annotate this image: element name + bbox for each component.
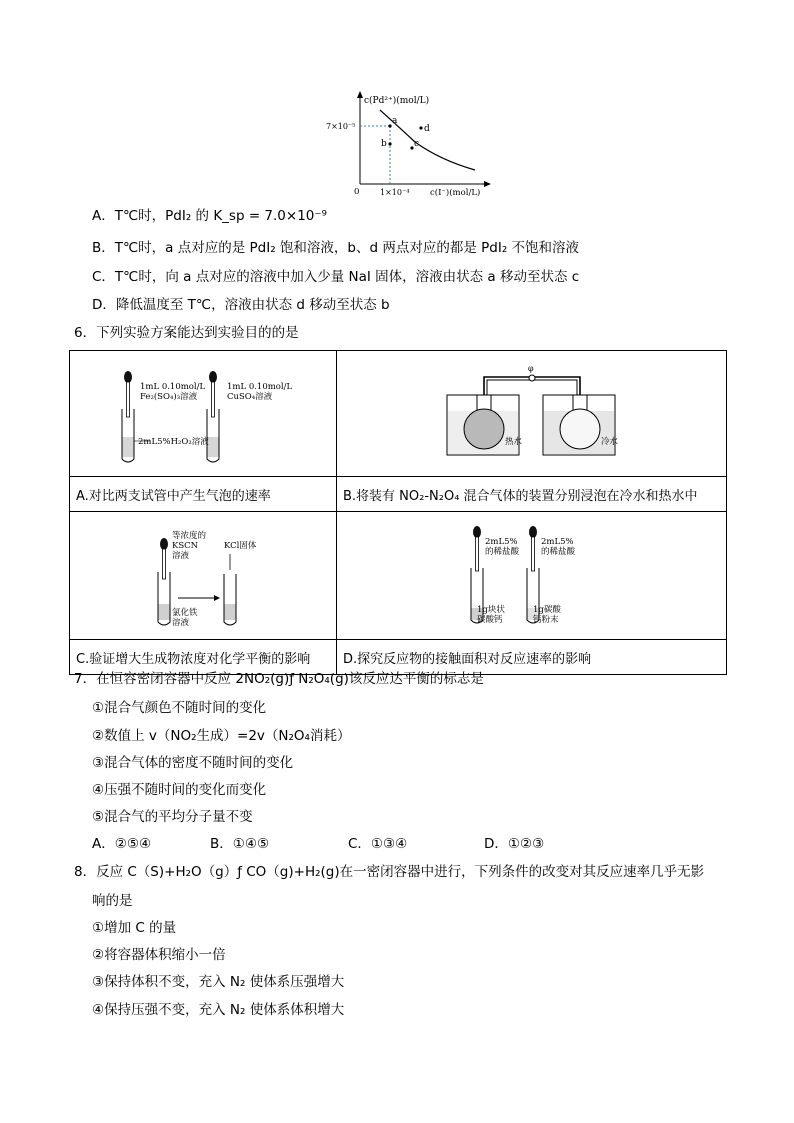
- q5-option-a: A．T℃时，PdI₂ 的 K_sp = 7.0×10⁻⁹: [92, 208, 327, 224]
- svg-text:溶液: 溶液: [172, 551, 190, 561]
- hcl-caco3-diagram: [337, 512, 726, 635]
- svg-text:的稀盐酸: 的稀盐酸: [485, 547, 520, 557]
- experiment-a-caption: A.对比两支试管中产生气泡的速率: [70, 477, 337, 512]
- x-axis-label: c(I⁻)(mol/L): [430, 188, 481, 198]
- experiment-c-figure: [70, 512, 337, 640]
- svg-text:1mL 0.10mol/L: 1mL 0.10mol/L: [227, 382, 293, 392]
- origin-label: 0: [354, 187, 360, 197]
- svg-text:Fe₂(SO₄)₃溶液: Fe₂(SO₄)₃溶液: [140, 392, 198, 402]
- q8-item: ②将容器体积缩小一倍: [92, 947, 226, 963]
- solubility-graph: [320, 88, 500, 198]
- q7-item: ①混合气颜色不随时间的变化: [92, 700, 267, 716]
- q7-option-a: A．②⑤④: [92, 836, 152, 852]
- svg-text:1g块状: 1g块状: [477, 605, 505, 615]
- q8-stem-line2: 响的是: [92, 893, 133, 909]
- svg-text:2mL5%: 2mL5%: [541, 537, 574, 547]
- experiment-d-figure: [337, 512, 727, 640]
- svg-text:KCl固体: KCl固体: [224, 541, 257, 551]
- svg-text:2mL5%H₂O₂溶液: 2mL5%H₂O₂溶液: [138, 437, 209, 447]
- experiment-table: [69, 350, 727, 675]
- q5-option-b: B．T℃时，a 点对应的是 PdI₂ 饱和溶液，b、d 两点对应的都是 PdI₂ 不饱和溶液: [92, 240, 580, 256]
- y-tick-label: 7×10⁻⁵: [326, 122, 356, 131]
- q7-item: ③混合气体的密度不随时间的变化: [92, 755, 294, 771]
- experiment-a-figure: [70, 351, 337, 477]
- experiment-b-figure: [337, 351, 727, 477]
- q7-stem: 7．在恒容密闭容器中反应 2NO₂(g)ƒ N₂O₄(g)该反应达平衡的标志是: [74, 671, 484, 687]
- q8-stem-line1: 8．反应 C（S)+H₂O（g）ƒ CO（g)+H₂(g)在一密闭容器中进行，下列条件的改变对其反应速率几乎无影: [74, 864, 705, 880]
- svg-text:φ: φ: [528, 364, 534, 373]
- experiment-d-caption: D.探究反应物的接触面积对反应速率的影响: [337, 640, 727, 675]
- q5-option-c: C．T℃时，向 a 点对应的溶液中加入少量 NaI 固体，溶液由状态 a 移动至状态 c: [92, 269, 580, 285]
- experiment-c-caption: C.验证增大生成物浓度对化学平衡的影响: [70, 640, 337, 675]
- q6-stem: 6．下列实验方案能达到实验目的的是: [74, 325, 299, 341]
- x-tick-label: 1×10⁻⁴: [380, 188, 410, 197]
- point-a-label: a: [392, 116, 398, 126]
- test-tubes-catalyst-diagram: [70, 351, 336, 472]
- svg-text:冷水: 冷水: [601, 437, 619, 447]
- q7-item: ⑤混合气的平均分子量不变: [92, 809, 253, 825]
- svg-text:KSCN: KSCN: [172, 541, 199, 551]
- q7-item: ④压强不随时间的变化而变化: [92, 782, 267, 798]
- q7-option-d: D．①②③: [484, 836, 545, 852]
- q8-item: ①增加 C 的量: [92, 920, 177, 936]
- q8-item: ③保持体积不变，充入 N₂ 使体系压强增大: [92, 974, 345, 990]
- svg-text:1g碳酸: 1g碳酸: [533, 605, 561, 615]
- q7-item: ②数值上 v（NO₂生成）=2v（N₂O₄消耗）: [92, 728, 351, 744]
- svg-text:钙粉末: 钙粉末: [533, 615, 559, 625]
- experiment-b-caption: B.将装有 NO₂-N₂O₄ 混合气体的装置分别浸泡在冷水和热水中: [337, 477, 727, 512]
- q7-options: [92, 834, 544, 854]
- q7-option-b: B．①④⑤: [210, 836, 270, 852]
- y-axis-label: c(Pd²⁺)(mol/L): [364, 96, 430, 106]
- svg-text:热水: 热水: [505, 437, 523, 447]
- svg-text:溶液: 溶液: [172, 618, 190, 628]
- q8-item: ④保持压强不变，充入 N₂ 使体系体积增大: [92, 1002, 345, 1018]
- point-d-label: d: [424, 124, 430, 134]
- kscn-kcl-diagram: [70, 512, 336, 635]
- svg-text:1mL 0.10mol/L: 1mL 0.10mol/L: [140, 382, 206, 392]
- svg-text:CuSO₄溶液: CuSO₄溶液: [227, 392, 273, 402]
- flasks-hot-cold-water-diagram: [337, 351, 726, 472]
- point-b-label: b: [381, 139, 387, 149]
- svg-text:碳酸钙: 碳酸钙: [477, 615, 503, 625]
- point-c-label: c: [414, 139, 420, 149]
- svg-text:等浓度的: 等浓度的: [172, 531, 207, 541]
- svg-text:的稀盐酸: 的稀盐酸: [541, 547, 576, 557]
- q7-option-c: C．①③④: [348, 836, 408, 852]
- svg-text:氯化铁: 氯化铁: [172, 608, 198, 618]
- svg-text:2mL5%: 2mL5%: [485, 537, 518, 547]
- q5-option-d: D．降低温度至 T℃，溶液由状态 d 移动至状态 b: [92, 297, 390, 313]
